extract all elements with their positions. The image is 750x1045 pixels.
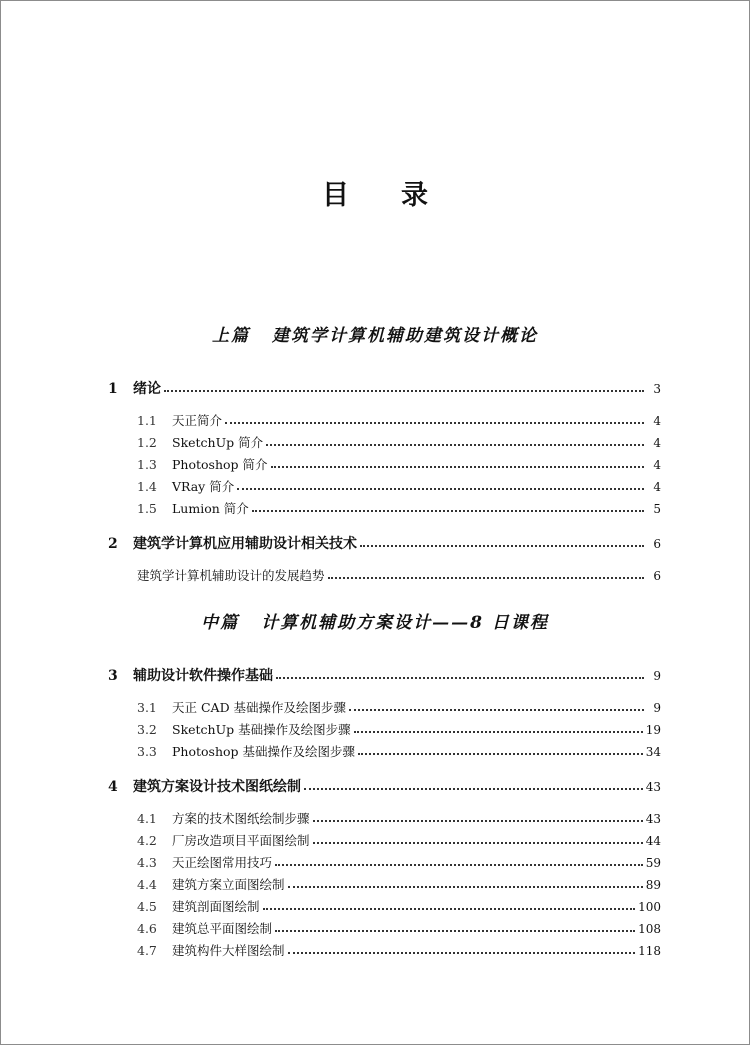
page-number: 6: [653, 537, 661, 551]
section-number: 1.2: [137, 435, 157, 450]
toc-chapter-1[interactable]: [108, 378, 661, 398]
leader-dots: [304, 788, 643, 790]
toc-section-1-2[interactable]: [137, 433, 661, 451]
section-number: 3.2: [137, 722, 157, 737]
section-title: 建筑总平面图绘制: [172, 921, 273, 936]
leader-dots: [237, 488, 644, 490]
toc-section-3-3[interactable]: [137, 742, 661, 760]
section-number: 4.7: [137, 943, 157, 958]
toc-section-4-2[interactable]: [137, 831, 661, 849]
section-number: 4.1: [137, 811, 157, 826]
page-number: 9: [653, 669, 661, 683]
chapter-title: 建筑方案设计技术图纸绘制: [133, 779, 301, 795]
leader-dots: [263, 908, 636, 910]
section-title: 方案的技术图纸绘制步骤: [172, 811, 310, 826]
chapter-number: 2: [108, 536, 118, 552]
page-number: 44: [645, 834, 661, 848]
page-number: 6: [653, 569, 661, 583]
page-number: 34: [645, 745, 661, 759]
section-number: 3.1: [137, 700, 157, 715]
toc-section-4-4[interactable]: [137, 875, 661, 893]
part-label: 上篇: [212, 326, 250, 346]
section-title: VRay 简介: [172, 479, 235, 494]
part-heading-2: [1, 608, 749, 633]
part-heading-1: [1, 321, 749, 346]
page-number: 4: [653, 458, 661, 472]
leader-dots: [276, 677, 644, 679]
leader-dots: [275, 864, 643, 866]
chapter-title: 辅助设计软件操作基础: [133, 668, 273, 684]
toc-section-4-1[interactable]: [137, 809, 661, 827]
section-title: SketchUp 简介: [172, 435, 264, 450]
chapter-number: 4: [108, 779, 118, 795]
page-number: 108: [638, 922, 661, 936]
section-number: 1.1: [137, 413, 157, 428]
section-number: 4.3: [137, 855, 157, 870]
title-char-2: 录: [401, 180, 428, 211]
toc-section-1-5[interactable]: [137, 499, 661, 517]
page-number: 9: [653, 701, 661, 715]
section-title: 天正绘图常用技巧: [172, 855, 273, 870]
toc-entry-trends[interactable]: [137, 566, 661, 584]
leader-dots: [360, 545, 644, 547]
leader-dots: [275, 930, 635, 932]
page-number: 59: [645, 856, 661, 870]
section-title: SketchUp 基础操作及绘图步骤: [172, 722, 351, 737]
leader-dots: [271, 466, 644, 468]
part-name: 建筑学计算机辅助建筑设计概论: [272, 326, 538, 346]
page-title: [1, 173, 749, 212]
leader-dots: [164, 390, 644, 392]
section-title: 建筑构件大样图绘制: [172, 943, 285, 958]
page-number: 19: [645, 723, 661, 737]
part-name: 计算机辅助方案设计——8 日课程: [261, 613, 549, 633]
toc-chapter-3[interactable]: [108, 665, 661, 685]
leader-dots: [266, 444, 644, 446]
page-number: 43: [645, 812, 661, 826]
leader-dots: [349, 709, 644, 711]
leader-dots: [358, 753, 643, 755]
section-title: 天正 CAD 基础操作及绘图步骤: [172, 700, 347, 715]
section-number: 4.6: [137, 921, 157, 936]
part-label: 中篇: [201, 613, 240, 633]
section-title: 建筑剖面图绘制: [172, 899, 260, 914]
page-number: 4: [653, 414, 661, 428]
toc-section-3-1[interactable]: [137, 698, 661, 716]
page-number: 43: [645, 780, 661, 794]
leader-dots: [313, 842, 643, 844]
leader-dots: [288, 952, 636, 954]
page-number: 100: [638, 900, 661, 914]
toc-section-1-3[interactable]: [137, 455, 661, 473]
page-number: 5: [653, 502, 661, 516]
section-number: 3.3: [137, 744, 157, 759]
toc-section-1-1[interactable]: [137, 411, 661, 429]
leader-dots: [354, 731, 643, 733]
page-number: 89: [645, 878, 661, 892]
chapter-title: 建筑学计算机应用辅助设计相关技术: [133, 536, 357, 552]
section-title: Photoshop 简介: [172, 457, 268, 472]
chapter-number: 3: [108, 668, 118, 684]
section-number: 1.4: [137, 479, 157, 494]
section-number: 1.5: [137, 501, 157, 516]
section-title: Lumion 简介: [172, 501, 249, 516]
title-char-1: 目: [322, 180, 349, 211]
toc-section-3-2[interactable]: [137, 720, 661, 738]
leader-dots: [252, 510, 644, 512]
chapter-number: 1: [108, 381, 118, 397]
entry-title: 建筑学计算机辅助设计的发展趋势: [137, 568, 325, 583]
section-title: Photoshop 基础操作及绘图步骤: [172, 744, 356, 759]
toc-section-4-6[interactable]: [137, 919, 661, 937]
section-number: 4.4: [137, 877, 157, 892]
section-number: 4.2: [137, 833, 157, 848]
page-number: 118: [638, 944, 661, 958]
toc-section-4-3[interactable]: [137, 853, 661, 871]
toc-chapter-2[interactable]: [108, 533, 661, 553]
leader-dots: [288, 886, 643, 888]
leader-dots: [328, 577, 644, 579]
section-title: 建筑方案立面图绘制: [172, 877, 285, 892]
toc-section-1-4[interactable]: [137, 477, 661, 495]
section-number: 1.3: [137, 457, 157, 472]
page-number: 4: [653, 480, 661, 494]
toc-section-4-7[interactable]: [137, 941, 661, 959]
section-title: 厂房改造项目平面图绘制: [172, 833, 310, 848]
toc-section-4-5[interactable]: [137, 897, 661, 915]
leader-dots: [225, 422, 644, 424]
leader-dots: [313, 820, 643, 822]
section-number: 4.5: [137, 899, 157, 914]
chapter-title: 绪论: [133, 381, 161, 397]
page-number: 4: [653, 436, 661, 450]
page-number: 3: [653, 382, 661, 396]
section-title: 天正简介: [172, 413, 223, 428]
toc-chapter-4[interactable]: [108, 776, 661, 796]
